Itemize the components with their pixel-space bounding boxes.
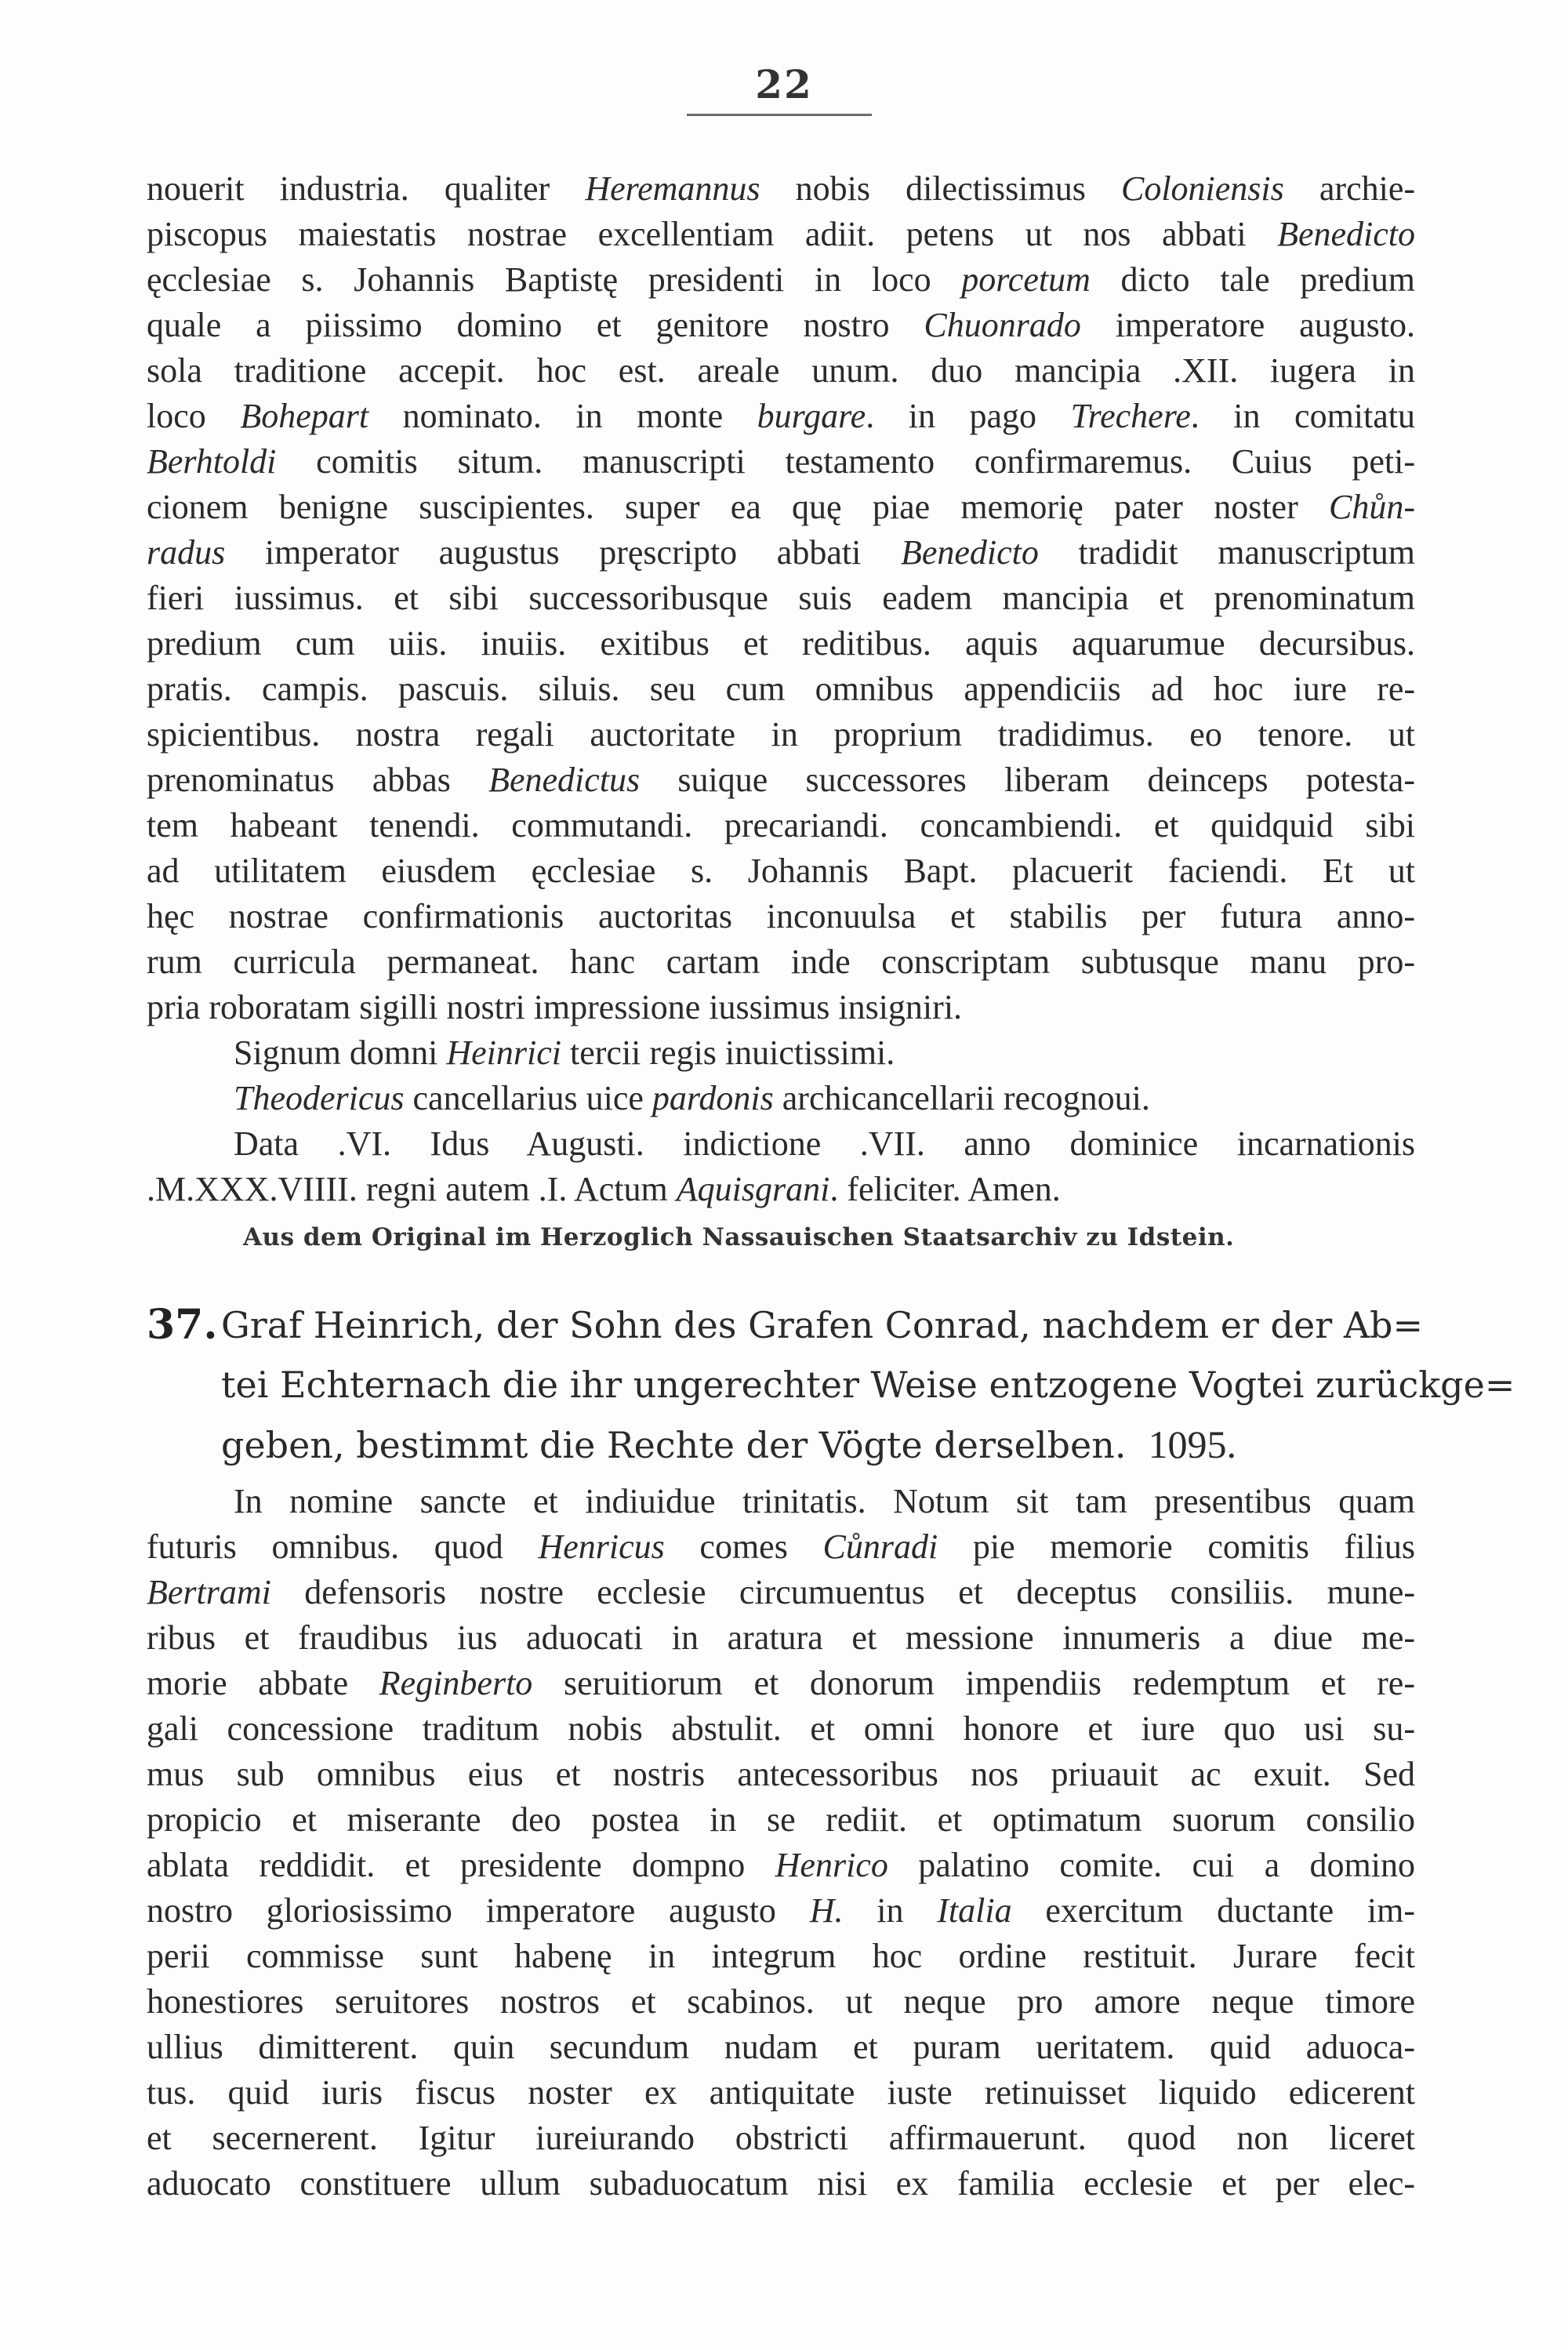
italic-name: Berhtoldi xyxy=(147,442,277,481)
document-heading xyxy=(147,1295,1515,1474)
signature-line: .M.XXX.VIIII. regni autem .I. Actum Aquisgrani. feliciter. Amen. xyxy=(147,1170,1061,1208)
text-line: piscopus maiestatis nostrae excellentiam adiit. petens ut nos abbati Benedicto xyxy=(147,215,1415,253)
text-line: ad utilitatem eiusdem ęcclesiae s. Johannis Bapt. placuerit faciendi. Et ut xyxy=(147,852,1415,890)
italic-name: Chuonrado xyxy=(924,306,1081,344)
text-line: ullius dimitterent. quin secundum nudam et puram ueritatem. quid aduoca- xyxy=(147,2028,1415,2066)
page-number: 22 xyxy=(755,61,813,107)
text-line: tem habeant tenendi. commutandi. precariandi. concambiendi. et quidquid sibi xyxy=(147,806,1415,844)
heading-line-text: geben, bestimmt die Rechte der Vögte derselben. xyxy=(221,1424,1127,1466)
text-line: propicio et miserante deo postea in se rediit. et optimatum suorum consilio xyxy=(147,1800,1415,1839)
italic-name: porcetum xyxy=(961,260,1091,299)
italic-name: burgare xyxy=(757,397,866,435)
text-line: ribus et fraudibus ius aduocati in aratura et messione innumeris a diue me- xyxy=(147,1618,1415,1657)
italic-name: Italia xyxy=(937,1891,1012,1930)
document-number: 37. xyxy=(147,1301,218,1349)
text-line: radus imperator augustus pręscripto abbati Benedicto tradidit manuscriptum xyxy=(147,533,1415,572)
text-line: honestiores seruitores nostros et scabinos. ut neque pro amore neque timore xyxy=(147,1982,1415,2021)
italic-name: Benedicto xyxy=(900,533,1039,572)
italic-name: Henricus xyxy=(538,1527,665,1566)
text-line: predium cum uiis. inuiis. exitibus et reditibus. aquis aquarumue decursibus. xyxy=(147,624,1415,663)
italic-name: Henrico xyxy=(775,1846,888,1884)
italic-name: Cůnradi xyxy=(822,1527,938,1566)
heading-line: Graf Heinrich, der Sohn des Grafen Conrad, nachdem er der Ab= xyxy=(221,1304,1424,1346)
text-line: fieri iussimus. et sibi successoribusque suis eadem mancipia et prenominatum xyxy=(147,579,1415,617)
italic-name: Bertrami xyxy=(147,1573,271,1611)
italic-name: Trechere xyxy=(1070,397,1191,435)
italic-name: Reginberto xyxy=(379,1664,533,1702)
text-line: et secernerent. Igitur iureiurando obstricti affirmauerunt. quod non liceret xyxy=(147,2119,1415,2157)
text-line: spicientibus. nostra regali auctoritate in proprium tradidimus. eo tenore. ut xyxy=(147,715,1415,754)
charter-text-continued xyxy=(147,166,1415,1030)
text-line: morie abbate Reginberto seruitiorum et donorum impendiis redemptum et re- xyxy=(147,1664,1415,1702)
signature-line: Theodericus cancellarius uice pardonis archicancellarii recognoui. xyxy=(234,1079,1150,1117)
italic-name: Bohepart xyxy=(240,397,369,435)
italic-name: Chůn- xyxy=(1329,488,1415,526)
text-line: loco Bohepart nominato. in monte burgare. in pago Trechere. in comitatu xyxy=(147,397,1415,435)
heading-line-last xyxy=(221,1415,1415,1474)
italic-name: Heremannus xyxy=(585,169,760,208)
text-line: rum curricula permaneat. hanc cartam inde conscriptam subtusque manu pro- xyxy=(147,943,1415,981)
document-year: 1095. xyxy=(1148,1422,1236,1466)
italic-name: radus xyxy=(147,533,226,572)
italic-name: Theodericus xyxy=(234,1079,405,1117)
italic-name: pardonis xyxy=(652,1079,774,1117)
text-line: sola traditione accepit. hoc est. areale unum. duo mancipia .XII. iugera in xyxy=(147,351,1415,390)
text-line: pratis. campis. pascuis. siluis. seu cum omnibus appendiciis ad hoc iure re- xyxy=(147,670,1415,708)
text-line: mus sub omnibus eius et nostris antecessoribus nos priuauit ac exuit. Sed xyxy=(147,1755,1415,1793)
italic-name: Heinrici xyxy=(446,1033,562,1072)
text-line: In nomine sancte et indiuidue trinitatis. Notum sit tam presentibus quam xyxy=(234,1482,1415,1520)
signature-line: Data .VI. Idus Augusti. indictione .VII. anno dominice incarnationis xyxy=(234,1124,1415,1163)
text-line: cionem benigne suscipientes. super ea quę piae memorię pater noster Chůn- xyxy=(147,488,1415,526)
source-note: Aus dem Original im Herzoglich Nassauischen Staatsarchiv zu Idstein. xyxy=(243,1223,1235,1251)
text-line: nostro gloriosissimo imperatore augusto H. in Italia exercitum ductante im- xyxy=(147,1891,1415,1930)
text-line: tus. quid iuris fiscus noster ex antiquitate iuste retinuisset liquido edicerent xyxy=(147,2073,1415,2112)
text-line: ablata reddidit. et presidente dompno Henrico palatino comite. cui a domino xyxy=(147,1846,1416,1884)
text-line: Berhtoldi comitis situm. manuscripti testamento confirmaremus. Cuius peti- xyxy=(147,442,1415,481)
italic-name: Coloniensis xyxy=(1120,169,1284,208)
italic-name: Benedicto xyxy=(1277,215,1415,253)
text-line: pria roboratam sigilli nostri impressione iussimus insigniri. xyxy=(147,988,963,1026)
text-line: aduocato constituere ullum subaduocatum nisi ex familia ecclesie et per elec- xyxy=(147,2164,1415,2203)
text-line: perii commisse sunt habenę in integrum hoc ordine restituit. Jurare fecit xyxy=(147,1937,1415,1975)
text-line: hęc nostrae confirmationis auctoritas inconuulsa et stabilis per futura anno- xyxy=(147,897,1415,935)
charter-text-1095 xyxy=(147,1479,1415,2207)
italic-name: Aquisgrani xyxy=(676,1170,830,1208)
italic-name: Benedictus xyxy=(488,761,641,799)
header-rule xyxy=(687,114,872,116)
text-line: ęcclesiae s. Johannis Baptistę presidenti in loco porcetum dicto tale predium xyxy=(147,260,1416,299)
italic-name: H. xyxy=(809,1891,844,1930)
text-line: Bertrami defensoris nostre ecclesie circumuentus et deceptus consiliis. mune- xyxy=(147,1573,1415,1611)
text-line: nouerit industria. qualiter Heremannus nobis dilectissimus Coloniensis archie- xyxy=(147,169,1416,208)
heading-line: tei Echternach die ihr ungerechter Weise entzogene Vogtei zurückge= xyxy=(221,1364,1515,1406)
text-line: futuris omnibus. quod Henricus comes Cůnradi pie memorie comitis filius xyxy=(147,1527,1416,1566)
signature-line: Signum domni Heinrici tercii regis inuictissimi. xyxy=(234,1033,895,1072)
text-line: gali concessione traditum nobis abstulit. et omni honore et iure quo usi su- xyxy=(147,1709,1415,1748)
text-line: prenominatus abbas Benedictus suique successores liberam deinceps potesta- xyxy=(147,761,1415,799)
charter-signatures xyxy=(147,1030,1415,1212)
text-line: quale a piissimo domino et genitore nostro Chuonrado imperatore augusto. xyxy=(147,306,1415,344)
